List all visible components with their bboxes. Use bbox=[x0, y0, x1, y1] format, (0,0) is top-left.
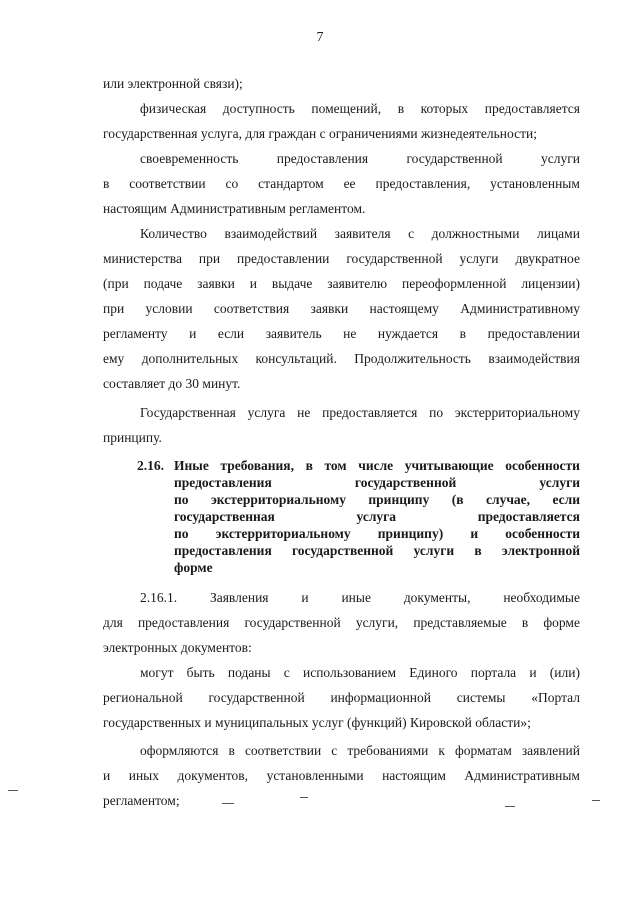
word: по bbox=[174, 526, 189, 541]
word: в bbox=[474, 543, 482, 558]
scan-mark bbox=[222, 803, 234, 804]
word: ее bbox=[343, 176, 356, 191]
word: «Портал bbox=[531, 690, 580, 705]
word: с bbox=[331, 743, 338, 758]
word: услуга bbox=[247, 405, 286, 420]
word: услуги, bbox=[355, 615, 399, 630]
word: иных bbox=[128, 768, 160, 783]
heading-line bbox=[174, 474, 580, 492]
word: и bbox=[470, 526, 479, 541]
word: заявки bbox=[310, 301, 349, 316]
word: портала bbox=[470, 665, 517, 680]
word: представляемые bbox=[413, 615, 507, 630]
text-line bbox=[140, 225, 580, 243]
word: условии bbox=[145, 301, 193, 316]
word: системы bbox=[456, 690, 506, 705]
word: выдаче bbox=[271, 276, 313, 291]
text-line bbox=[103, 689, 580, 707]
word: двукратное bbox=[515, 251, 580, 266]
heading-line bbox=[174, 525, 580, 543]
word: при bbox=[103, 301, 125, 316]
word: нуждается bbox=[377, 326, 439, 341]
word: электронной bbox=[501, 543, 580, 558]
word: по bbox=[429, 405, 444, 420]
text-line: регламентом; bbox=[103, 793, 180, 808]
text-line bbox=[103, 614, 580, 632]
text-line bbox=[103, 300, 580, 318]
word: при bbox=[198, 251, 221, 266]
word: особенности bbox=[505, 526, 580, 541]
word: по bbox=[174, 492, 189, 507]
word: (или) bbox=[549, 665, 580, 680]
word: быть bbox=[186, 665, 215, 680]
word: Количество bbox=[140, 226, 207, 241]
word: дополнительных bbox=[141, 351, 239, 366]
text-line bbox=[140, 100, 580, 118]
heading-line bbox=[174, 457, 580, 475]
word: не bbox=[297, 405, 311, 420]
word: взаимодействий bbox=[224, 226, 318, 241]
word: предоставления, bbox=[375, 176, 471, 191]
word: лицами bbox=[536, 226, 580, 241]
word: с bbox=[408, 226, 415, 241]
word: переоформленной bbox=[401, 276, 507, 291]
word: предоставления bbox=[137, 615, 230, 630]
word: заявки bbox=[197, 276, 235, 291]
word: предоставляется bbox=[477, 509, 580, 524]
word: подаче bbox=[143, 276, 183, 291]
word: регламенту bbox=[103, 326, 168, 341]
word: соответствия bbox=[213, 301, 290, 316]
word: могут bbox=[140, 665, 174, 680]
heading-line bbox=[174, 508, 580, 526]
word: услуги bbox=[413, 543, 455, 558]
word: государственная bbox=[174, 509, 275, 524]
text-line: электронных документов: bbox=[103, 640, 252, 655]
word: помещений, bbox=[311, 101, 382, 116]
word: взаимодействия bbox=[488, 351, 580, 366]
word: в bbox=[521, 615, 529, 630]
text-line bbox=[103, 350, 580, 368]
word: соответствии bbox=[129, 176, 206, 191]
word: в bbox=[305, 458, 313, 473]
word: экстерриториальному bbox=[454, 405, 580, 420]
word: принципу bbox=[368, 492, 430, 507]
word: заявителю bbox=[327, 276, 388, 291]
word: предоставлении bbox=[487, 326, 580, 341]
word: 2.16.1. bbox=[140, 590, 178, 605]
word: заявитель bbox=[265, 326, 322, 341]
heading-line: форме bbox=[174, 560, 213, 575]
word: документы, bbox=[403, 590, 471, 605]
word: к bbox=[438, 743, 445, 758]
word: заявлений bbox=[521, 743, 580, 758]
word: (в bbox=[451, 492, 464, 507]
text-line bbox=[103, 175, 580, 193]
word: если bbox=[217, 326, 245, 341]
word: настоящим bbox=[382, 768, 446, 783]
word: предоставляется bbox=[322, 405, 418, 420]
word: форматам bbox=[455, 743, 512, 758]
word: Заявления bbox=[209, 590, 269, 605]
word: предоставления bbox=[174, 475, 272, 490]
word: заявителя bbox=[334, 226, 391, 241]
word: документов, bbox=[177, 768, 249, 783]
word: доступность bbox=[222, 101, 295, 116]
word: настоящему bbox=[369, 301, 439, 316]
word: и bbox=[529, 665, 537, 680]
word: экстерриториальному bbox=[210, 492, 346, 507]
text-line bbox=[103, 767, 580, 785]
word: принципу) bbox=[377, 526, 444, 541]
word: поданы bbox=[227, 665, 271, 680]
page-number: 7 bbox=[316, 30, 324, 45]
word: должностными bbox=[431, 226, 520, 241]
word: услуги bbox=[539, 475, 580, 490]
word: Государственная bbox=[140, 405, 236, 420]
word: государственной bbox=[346, 251, 443, 266]
scan-mark bbox=[300, 797, 308, 798]
word: (при bbox=[103, 276, 129, 291]
word: предоставлении bbox=[237, 251, 330, 266]
word: использованием bbox=[302, 665, 397, 680]
word: Административному bbox=[460, 301, 580, 316]
word: которых bbox=[420, 101, 469, 116]
word: установленными bbox=[266, 768, 364, 783]
word: государственной bbox=[292, 543, 394, 558]
word: региональной bbox=[103, 690, 183, 705]
text-line bbox=[103, 275, 580, 293]
text-line: государственных и муниципальных услуг (функций) Кировской области»; bbox=[103, 715, 531, 730]
text-line bbox=[140, 742, 580, 760]
text-line: составляет до 30 минут. bbox=[103, 376, 241, 391]
word: в bbox=[459, 326, 467, 341]
word: с bbox=[283, 665, 290, 680]
word: лицензии) bbox=[521, 276, 580, 291]
word: предоставляется bbox=[484, 101, 580, 116]
word: Продолжительность bbox=[354, 351, 471, 366]
word: Административным bbox=[464, 768, 580, 783]
word: государственной bbox=[354, 475, 457, 490]
word: учитывающие bbox=[404, 458, 494, 473]
word: и bbox=[249, 276, 257, 291]
word: стандартом bbox=[258, 176, 324, 191]
word: том bbox=[324, 458, 347, 473]
word: Единого bbox=[409, 665, 458, 680]
word: услуга bbox=[356, 509, 397, 524]
word: и bbox=[189, 326, 197, 341]
word: требованиями bbox=[347, 743, 429, 758]
text-line: настоящим Административным регламентом. bbox=[103, 201, 366, 216]
word: оформляются bbox=[140, 743, 219, 758]
scan-mark bbox=[505, 806, 515, 807]
text-line bbox=[140, 589, 580, 607]
text-line bbox=[140, 150, 580, 168]
word: форме bbox=[543, 615, 580, 630]
text-line bbox=[103, 250, 580, 268]
word: соответствии bbox=[244, 743, 322, 758]
word: информационной bbox=[330, 690, 431, 705]
word: в bbox=[228, 743, 235, 758]
word: для bbox=[103, 615, 123, 630]
word: ему bbox=[103, 351, 125, 366]
word: и bbox=[301, 590, 309, 605]
word: и bbox=[103, 768, 111, 783]
word: консультаций. bbox=[255, 351, 337, 366]
word: числе bbox=[358, 458, 394, 473]
word: в bbox=[397, 101, 405, 116]
word: государственной bbox=[208, 690, 305, 705]
word: экстерриториальному bbox=[215, 526, 351, 541]
word: государственной bbox=[244, 615, 341, 630]
text-line: государственная услуга, для граждан с ограничениями жизнедеятельности; bbox=[103, 126, 537, 141]
word: необходимые bbox=[503, 590, 580, 605]
word: Иные bbox=[174, 458, 209, 473]
scan-mark bbox=[8, 790, 18, 791]
word: министерства bbox=[103, 251, 182, 266]
word: услуги bbox=[459, 251, 499, 266]
word: предоставления bbox=[174, 543, 272, 558]
word: случае, bbox=[486, 492, 531, 507]
word: физическая bbox=[140, 101, 207, 116]
text-line: принципу. bbox=[103, 430, 162, 445]
scan-mark bbox=[592, 800, 600, 801]
word: государственной bbox=[406, 151, 503, 166]
section-number: 2.16. bbox=[137, 458, 164, 473]
word: особенности bbox=[505, 458, 580, 473]
text-line bbox=[140, 664, 580, 682]
text-line bbox=[103, 325, 580, 343]
word: предоставления bbox=[276, 151, 369, 166]
word: установленным bbox=[490, 176, 580, 191]
word: иные bbox=[341, 590, 371, 605]
word: требования, bbox=[220, 458, 294, 473]
word: со bbox=[225, 176, 239, 191]
text-line: или электронной связи); bbox=[103, 76, 243, 91]
heading-line bbox=[174, 491, 580, 509]
word: своевременность bbox=[140, 151, 239, 166]
word: не bbox=[343, 326, 357, 341]
heading-line bbox=[174, 542, 580, 560]
word: в bbox=[103, 176, 110, 191]
word: если bbox=[552, 492, 580, 507]
word: услуги bbox=[540, 151, 580, 166]
text-line bbox=[140, 404, 580, 422]
